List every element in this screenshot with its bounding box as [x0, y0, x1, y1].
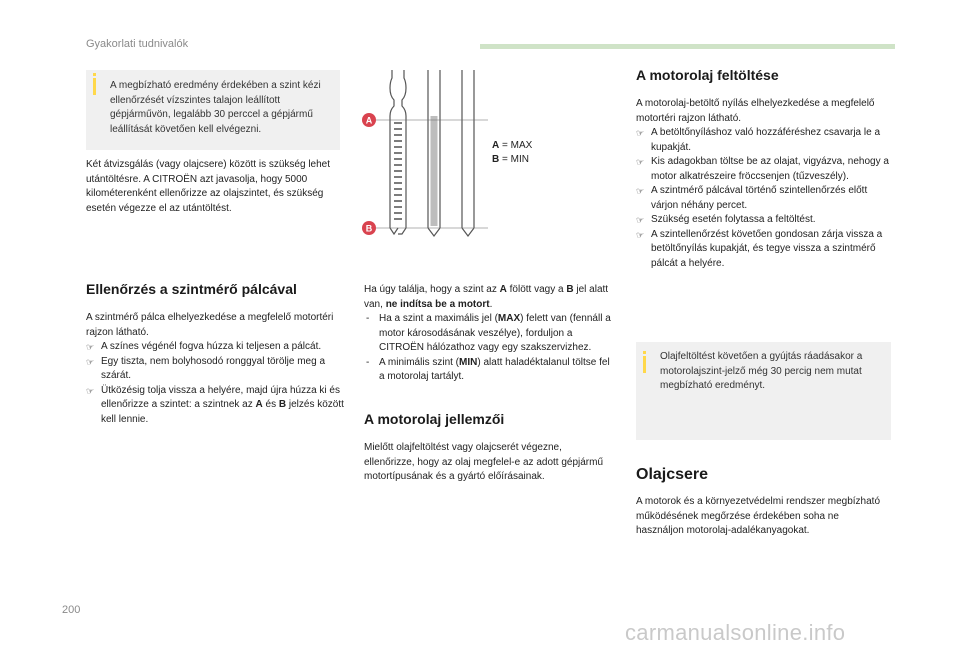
list-item: ☞ A szintellenőrzést követően gondosan zárja vissza a betöltőnyílás kupakját, és tegye vissza a szintmérő pálcát a helyére.: [636, 228, 894, 272]
info-note-level-check: [86, 70, 340, 150]
level-result-paragraph: Ha úgy találja, hogy a szint az A fölött vagy a B jel alatt van, ne indítsa be a motort.: [364, 284, 609, 310]
section-heading-dipstick: Ellenőrzés a szintmérő pálcával: [86, 281, 297, 297]
dipstick-graduation: [394, 123, 402, 219]
section-heading-oil-change: Olajcsere: [636, 466, 709, 483]
legend-min: B = MIN: [492, 154, 529, 165]
dipstick-diagram: [360, 68, 490, 238]
marker-b-label: B: [365, 223, 373, 234]
dipstick-intro: A szintmérő pálca elhelyezkedése a megfelelő motortéri rajzon látható.: [86, 312, 334, 338]
dipstick-back-view: [462, 70, 474, 236]
info-icon: [93, 78, 96, 95]
level-result-list: [364, 312, 614, 385]
list-item-text: Ütközésig tolja vissza a helyére, majd újra húzza ki és ellenőrizze a szintet: a szintnek az: [101, 384, 340, 410]
dipstick-handle: [390, 70, 406, 234]
list-item: ☞ Kis adagokban töltse be az olajat, vigyázva, nehogy a motor alkatrészeire fröccsenjen (tűzveszély).: [636, 155, 894, 184]
watermark: carmanualsonline.info: [625, 620, 846, 645]
dipstick-steps: [86, 340, 344, 427]
note-text: Olajfeltöltést követően a gyújtás ráadásakor a motorolajszint-jelző még 30 percig nem mutat megbízható eredményt.: [660, 351, 863, 391]
diagram-legend: [492, 139, 532, 167]
legend-max: A = MAX: [492, 140, 533, 151]
list-item-text: jelzés között kell lennie.: [101, 399, 344, 425]
oil-film: [431, 116, 438, 226]
list-item-text: és: [262, 399, 279, 410]
oil-topup-section: [636, 97, 894, 271]
dipstick-section: [86, 311, 344, 427]
intro-paragraph: Két átvizsgálás (vagy olajcsere) között is szükség lehet utántöltésre. A CITROËN azt javasolja, hogy 5000 kilométerenként ellenőrizze az olajszintet, és szükség esetén végezze el az utántöltést.: [86, 159, 330, 214]
topup-steps: [636, 126, 894, 271]
list-item: ☞ Szükség esetén folytassa a feltöltést.: [636, 213, 894, 228]
info-icon: [643, 356, 646, 373]
topup-intro: A motorolaj-betöltő nyílás elhelyezkedése a megfelelő motortéri rajzon látható.: [636, 98, 875, 124]
level-result-section: [364, 283, 614, 385]
page-number: 200: [62, 604, 81, 616]
header-accent-bar: [480, 44, 895, 49]
mark-b-ref: B: [278, 399, 287, 410]
list-item: ☞ Egy tiszta, nem bolyhosodó ronggyal törölje meg a szárát.: [86, 355, 344, 384]
marker-a-label: A: [365, 115, 373, 126]
list-item: [86, 384, 344, 428]
mark-a-ref: A: [255, 399, 263, 410]
section-heading-oil-topup: A motorolaj feltöltése: [636, 67, 779, 83]
note-text: A megbízható eredmény érdekében a szint kézi ellenőrzését vízszintes talajon leállított gépjárművön, legalább 30 perccel a gépjármű leállítását követően kell elvégezni.: [110, 80, 321, 135]
list-item: - Ha a szint a maximális jel (MAX) felett van (fennáll a motor károsodásának veszélye), forduljon a CITROËN hálózathoz vagy egy szakszervizhez.: [364, 312, 614, 356]
list-item: ☞ A betöltőnyíláshoz való hozzáféréshez csavarja le a kupakját.: [636, 126, 894, 155]
section-title: Gyakorlati tudnivalók: [86, 38, 189, 50]
oil-change-paragraph: A motorok és a környezetvédelmi rendszer megbízható működésének megőrzése érdekében soha ne használjon motorolaj-adalékanyagokat.: [636, 496, 881, 536]
info-note-topup: [636, 342, 891, 440]
list-item: - A minimális szint (MIN) alatt haladéktalanul töltse fel a motorolaj tartályt.: [364, 356, 614, 385]
section-heading-oil-specs: A motorolaj jellemzői: [364, 411, 505, 427]
list-item: ☞ A színes végénél fogva húzza ki teljesen a pálcát.: [86, 340, 344, 355]
list-item: ☞ A szintmérő pálcával történő szintellenőrzés előtt várjon néhány percet.: [636, 184, 894, 213]
oil-specs-paragraph: Mielőtt olajfeltöltést vagy olajcserét végezne, ellenőrizze, hogy az olaj megfelel-e az adott gépjármű motortípusának és a gyártó előírásainak.: [364, 442, 604, 482]
